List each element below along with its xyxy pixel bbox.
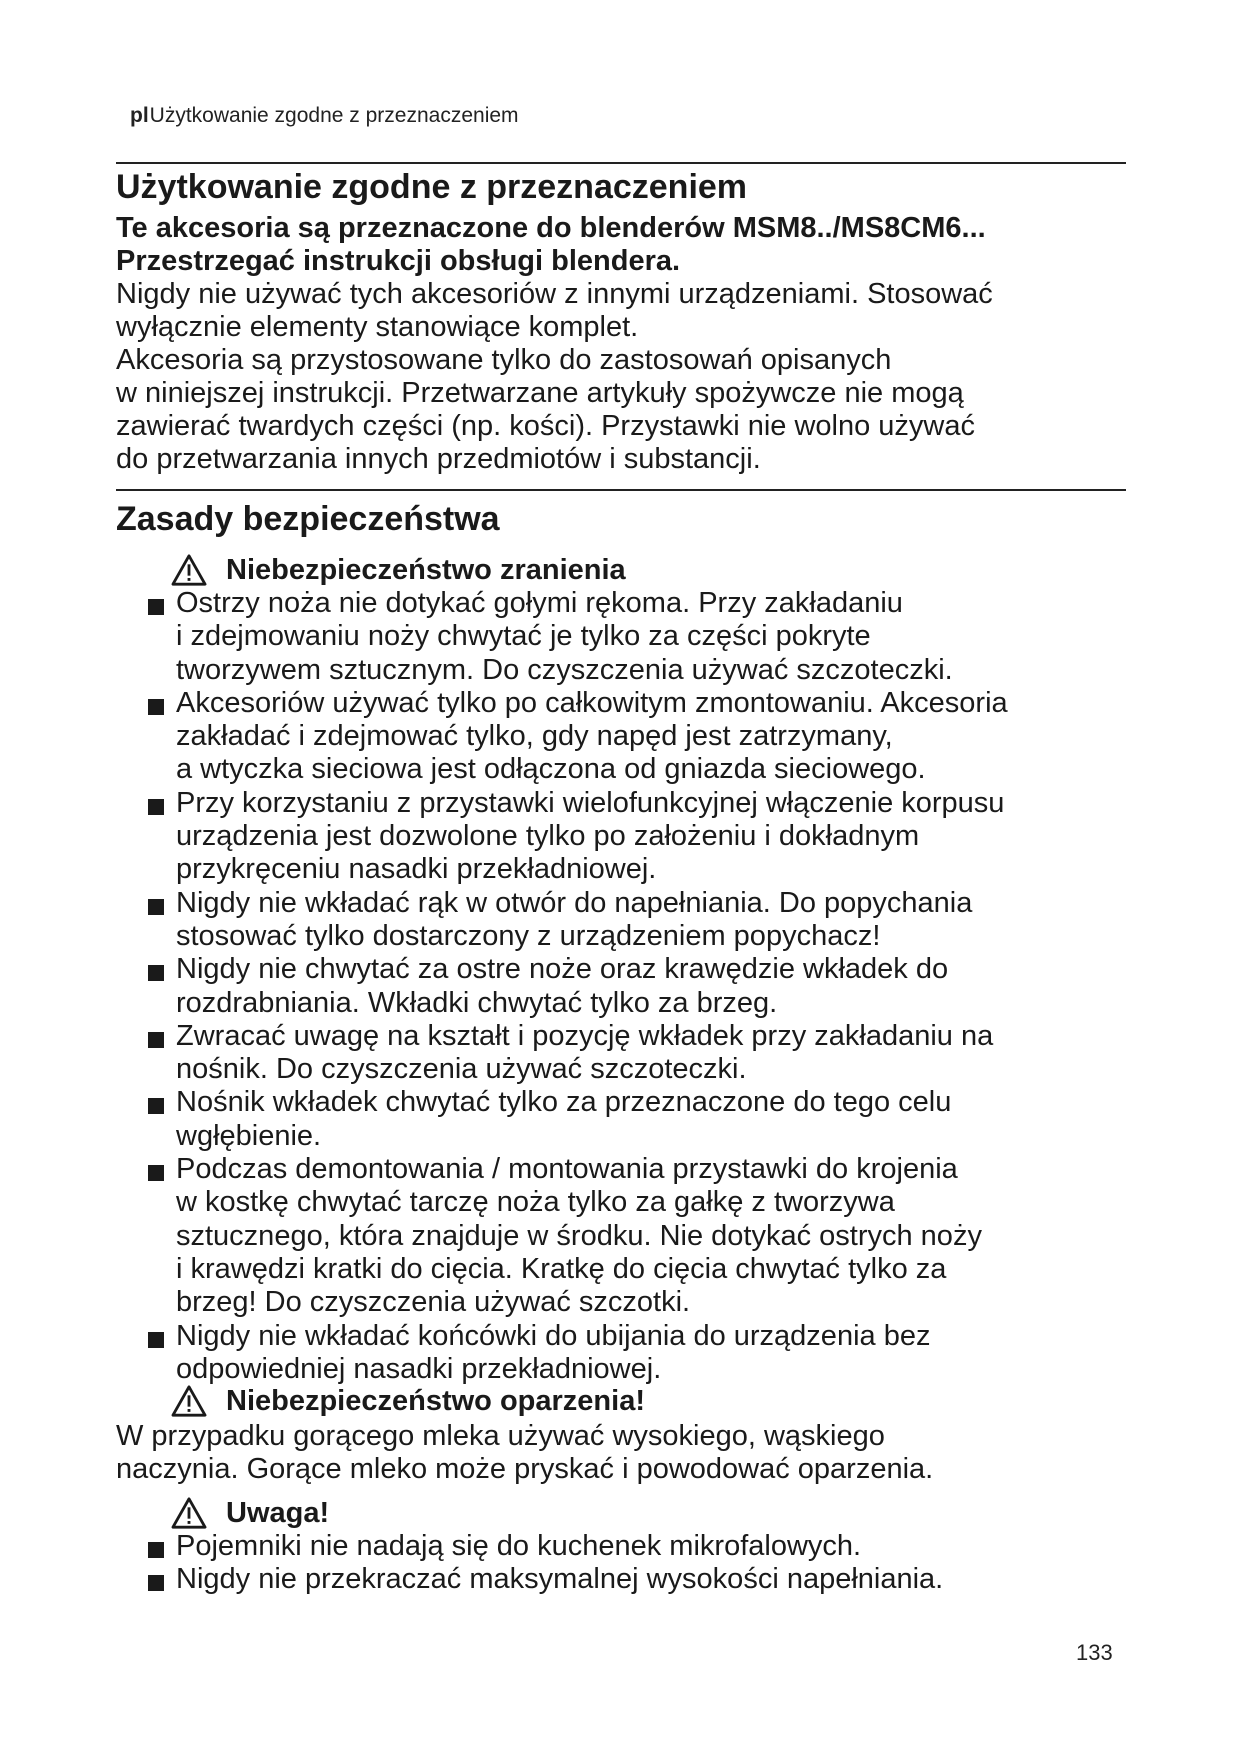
- list-item: Nigdy nie wkładać rąk w otwór do napełniania. Do popychania stosować tylko dostarczony z urządzeniem popychacz!: [148, 887, 1138, 954]
- bullet-square-icon: [148, 1098, 164, 1114]
- bullet-square-icon: [148, 1575, 164, 1591]
- scald-body-line: naczynia. Gorące mleko może pryskać i powodować oparzenia.: [116, 1453, 934, 1485]
- bullet-square-icon: [148, 1332, 164, 1348]
- intro-body-line: do przetwarzania innych przedmiotów i substancji.: [116, 443, 761, 475]
- list-item: Nośnik wkładek chwytać tylko za przeznaczone do tego celu wgłębienie.: [148, 1086, 1138, 1153]
- running-header-title: Użytkowanie zgodne z przeznaczeniem: [149, 104, 519, 127]
- bullet-square-icon: [148, 1165, 164, 1181]
- intro-body-line: zawierać twardych części (np. kości). Przystawki nie wolno używać: [116, 410, 975, 442]
- warning-triangle-icon: [170, 1496, 208, 1530]
- bullet-square-icon: [148, 1032, 164, 1048]
- section-divider: [116, 489, 1126, 491]
- warning-title: Uwaga!: [226, 1496, 330, 1529]
- language-code: pl: [130, 104, 149, 127]
- list-item: Nigdy nie chwytać za ostre noże oraz krawędzie wkładek do rozdrabniania. Wkładki chwytać tylko za brzeg.: [148, 953, 1138, 1020]
- section-heading-intended-use: Użytkowanie zgodne z przeznaczeniem: [116, 168, 748, 206]
- bullet-square-icon: [148, 799, 164, 815]
- bullet-square-icon: [148, 699, 164, 715]
- warning-title: Niebezpieczeństwo oparzenia!: [226, 1384, 645, 1417]
- list-item: Zwracać uwagę na kształt i pozycję wkładek przy zakładaniu na nośnik. Do czyszczenia używać szczoteczki.: [148, 1020, 1138, 1087]
- warning-heading-injury: [170, 553, 626, 587]
- warning-triangle-icon: [170, 553, 208, 587]
- warning-title: Niebezpieczeństwo zranienia: [226, 553, 626, 586]
- warning-heading-scald: [170, 1384, 645, 1418]
- list-item: Ostrzy noża nie dotykać gołymi rękoma. Przy zakładaniu i zdejmowaniu noży chwytać je tylko za części pokryte tworzywem sztucznym. Do czyszczenia używać szczoteczki.: [148, 587, 1138, 687]
- warning-heading-caution: [170, 1496, 329, 1530]
- bullet-square-icon: [148, 899, 164, 915]
- injury-warning-list: [148, 587, 1138, 1386]
- intro-lead-line: Przestrzegać instrukcji obsługi blendera.: [116, 245, 681, 277]
- intro-body-line: Nigdy nie używać tych akcesoriów z innymi urządzeniami. Stosować: [116, 278, 993, 310]
- scald-body-line: W przypadku gorącego mleka używać wysokiego, wąskiego: [116, 1420, 885, 1452]
- bullet-square-icon: [148, 965, 164, 981]
- bullet-square-icon: [148, 599, 164, 615]
- intro-lead-line: Te akcesoria są przeznaczone do blenderów MSM8../MS8CM6...: [116, 212, 986, 244]
- intro-body-line: wyłącznie elementy stanowiące komplet.: [116, 311, 639, 343]
- page-number: 133: [1076, 1640, 1113, 1665]
- caution-warning-list: [148, 1530, 1138, 1597]
- list-item: Pojemniki nie nadają się do kuchenek mikrofalowych.: [148, 1530, 1138, 1563]
- intro-body-line: w niniejszej instrukcji. Przetwarzane artykuły spożywcze nie mogą: [116, 377, 964, 409]
- list-item: Akcesoriów używać tylko po całkowitym zmontowaniu. Akcesoria zakładać i zdejmować tylko, gdy napęd jest zatrzymany, a wtyczka sieciowa jest odłączona od gniazda sieciowego.: [148, 687, 1138, 787]
- running-header: [130, 104, 519, 128]
- section-heading-safety: Zasady bezpieczeństwa: [116, 500, 500, 538]
- list-item: Przy korzystaniu z przystawki wielofunkcyjnej włączenie korpusu urządzenia jest dozwolone tylko po założeniu i dokładnym przykręceniu nasadki przekładniowej.: [148, 787, 1138, 887]
- list-item: Nigdy nie wkładać końcówki do ubijania do urządzenia bez odpowiedniej nasadki przekładniowej.: [148, 1320, 1138, 1387]
- list-item: Nigdy nie przekraczać maksymalnej wysokości napełniania.: [148, 1563, 1138, 1596]
- intro-body-line: Akcesoria są przystosowane tylko do zastosowań opisanych: [116, 344, 892, 376]
- bullet-square-icon: [148, 1542, 164, 1558]
- list-item: Podczas demontowania / montowania przystawki do krojenia w kostkę chwytać tarczę noża tylko za gałkę z tworzywa sztucznego, która znajduje w środku. Nie dotykać ostrych noży i krawędzi kratki do cięcia. Kratkę do cięcia chwytać tylko za brzeg! Do czyszczenia używać szczotki.: [148, 1153, 1138, 1319]
- warning-triangle-icon: [170, 1384, 208, 1418]
- section-divider: [116, 162, 1126, 164]
